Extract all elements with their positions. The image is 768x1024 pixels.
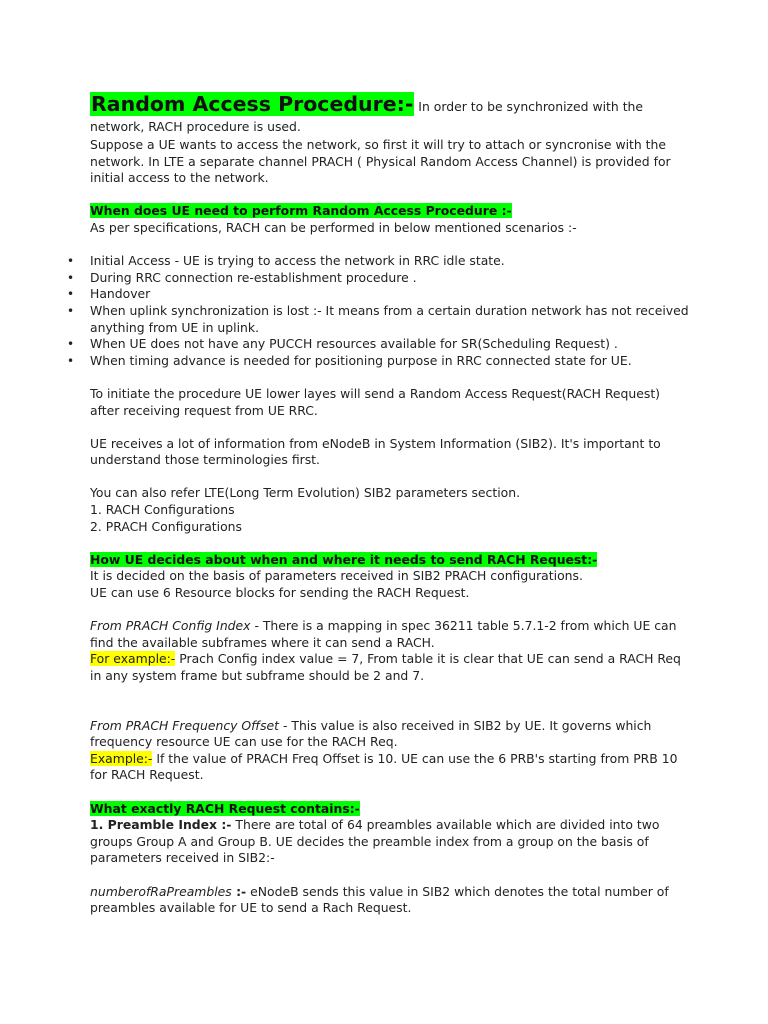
list-item: • Initial Access - UE is trying to access the network in RRC idle state. — [67, 253, 505, 269]
config-index-paragraph: From PRACH Config Index - There is a mapping in spec 36211 table 5.7.1-2 from which UE can find the available subframes where it can send a RACH. — [90, 618, 677, 650]
bullet-glyph: • — [67, 337, 75, 352]
preamble-label: 1. Preamble Index :- — [90, 817, 232, 833]
document-page — [67, 92, 690, 917]
sib2-paragraph: UE receives a lot of information from eNodeB in System Information (SIB2). It's important to understand those terminologies first. — [90, 435, 661, 468]
section-heading-how: How UE decides about when and where it needs to send RACH Request:- — [90, 551, 598, 567]
page-title: Random Access Procedure:- — [91, 92, 414, 116]
freq-offset-label: From PRACH Frequency Offset — [90, 717, 280, 733]
example2-label: Example:- — [90, 750, 153, 766]
num-preambles-label: numberofRaPreambles — [90, 883, 232, 899]
num-preambles-paragraph: numberofRaPreambles :- eNodeB sends this value in SIB2 which denotes the total number of preambles available for UE to send a Rach Request. — [90, 883, 669, 916]
list-item: • During RRC connection re-establishment procedure . — [67, 269, 417, 285]
list-item: 1. RACH Configurations — [90, 502, 235, 518]
list-item: • When uplink synchronization is lost :- It means from a certain duration network has not received anything from UE in uplink. — [67, 302, 689, 335]
bullet-glyph: • — [67, 254, 75, 269]
intro-paragraph: Suppose a UE wants to access the network, so first it will try to attach or syncronise with the network. In LTE a separate channel PRACH ( Physical Random Access Channel) is provided for initial access to the network. — [90, 137, 671, 186]
section1-intro: As per specifications, RACH can be performed in below mentioned scenarios :- — [90, 219, 577, 235]
title-suffix: :- — [396, 92, 414, 116]
refer-line: You can also refer LTE(Long Term Evolution) SIB2 parameters section. — [90, 485, 521, 501]
config-index-label: From PRACH Config Index — [90, 618, 251, 634]
section-heading-what: What exactly RACH Request contains:- — [90, 800, 360, 816]
title-paragraph — [90, 94, 690, 137]
section2-line2: UE can use 6 Resource blocks for sending the RACH Request. — [90, 585, 470, 601]
bullet-glyph: • — [67, 270, 75, 285]
list-item: • Handover — [67, 286, 151, 302]
scenario-list — [67, 253, 690, 369]
section-heading-when: When does UE need to perform Random Access Procedure :- — [90, 203, 512, 219]
bullet-glyph: • — [67, 353, 75, 368]
example1-paragraph: For example:- Prach Config index value = 7, From table it is clear that UE can send a RACH Req in any system frame but subframe should be 2 and 7. — [90, 651, 681, 683]
preamble-paragraph: 1. Preamble Index :- There are total of 64 preambles available which are divided into two groups Group A and Group B. UE decides the preamble index from a group on the basis of parameters received in SIB2:- — [90, 817, 660, 866]
list-item: • When UE does not have any PUCCH resources available for SR(Scheduling Request) . — [67, 336, 618, 352]
intro-inline: In order to be synchronized with the network, RACH procedure is used. — [90, 99, 644, 134]
freq-offset-paragraph: From PRACH Frequency Offset - This value is also received in SIB2 by UE. It governs which frequency resource UE can use for the RACH Req. — [90, 717, 652, 750]
bullet-glyph: • — [67, 303, 75, 318]
section2-line1: It is decided on the basis of parameters received in SIB2 PRACH configurations. — [90, 568, 583, 584]
example1-label: For example:- — [90, 651, 176, 667]
list-item: • When timing advance is needed for positioning purpose in RRC connected state for UE. — [67, 352, 632, 368]
bullet-glyph: • — [67, 287, 75, 302]
list-item: 2. PRACH Configurations — [90, 518, 242, 534]
initiate-paragraph: To initiate the procedure UE lower layes will send a Random Access Request(RACH Request) after receiving request from UE RRC. — [90, 385, 661, 418]
example2-paragraph: Example:- If the value of PRACH Freq Offset is 10. UE can use the 6 PRB's starting from PRB 10 for RACH Request. — [90, 750, 678, 783]
